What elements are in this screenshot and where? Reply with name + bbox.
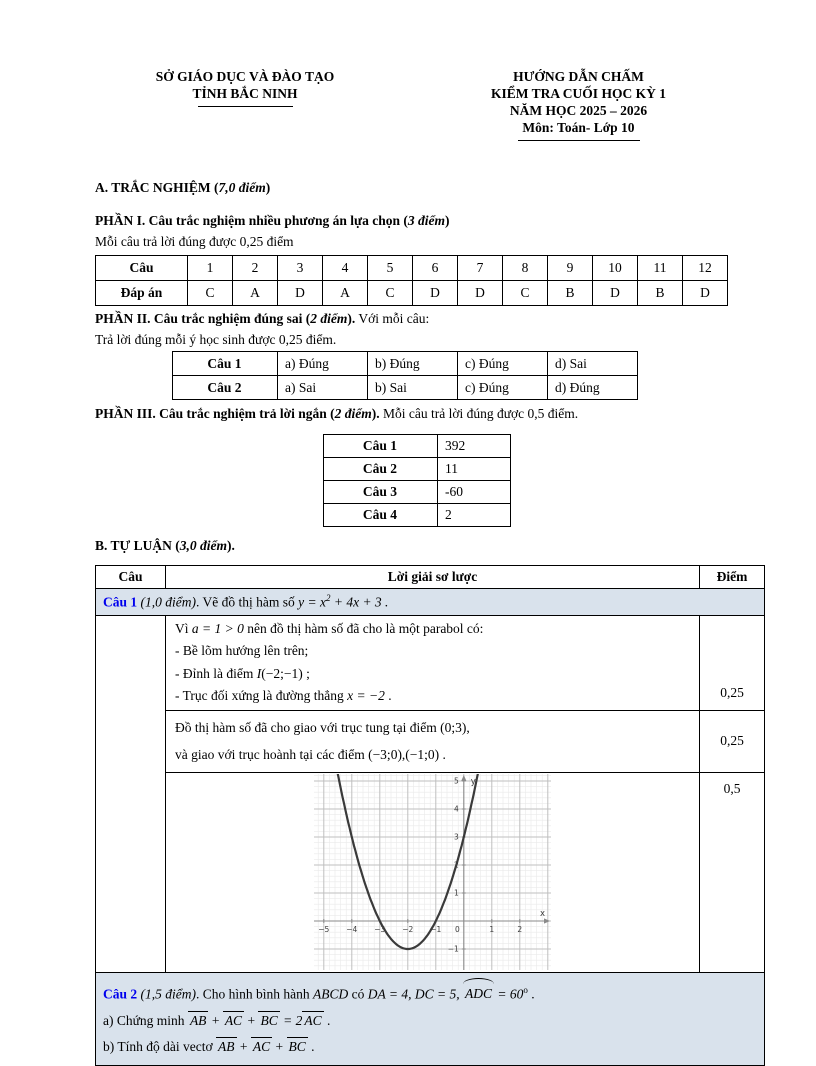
answer-cell: D [458,281,503,306]
document-header [95,68,762,141]
question-1-label: Câu 1 [103,594,138,610]
tf-answer-cell: a) Đúng [278,352,368,376]
question-number-cell: 3 [278,256,323,281]
vector-ab: AB [218,1039,235,1055]
row-header-cell: Câu 1 [173,352,278,376]
question-number-cell: 9 [548,256,593,281]
question-number-cell: 8 [503,256,548,281]
part1-title: PHẦN I. Câu trắc nghiệm nhiều phương án lựa chọn (3 điểm) [95,213,450,228]
essay-solution-table [95,565,765,1066]
vector-ac: AC [252,1039,271,1055]
table-row [173,352,638,376]
column-header-diem: Điểm [700,566,765,589]
table-row [324,458,511,481]
vector-ac: AC [304,1012,322,1028]
score-cell: 0,5 [700,772,765,972]
multiple-choice-answer-table [95,255,728,306]
table-row [173,376,638,400]
svg-text:0: 0 [455,925,460,935]
question-1-row [96,589,765,616]
question-number-cell: 12 [683,256,728,281]
tf-answer-cell: a) Sai [278,376,368,400]
table-row [324,504,511,527]
graph-row [96,772,765,972]
part1-note: Mỗi câu trả lời đúng được 0,25 điểm [95,234,294,249]
row-header-cell: Câu 4 [324,504,438,527]
svg-text:1: 1 [454,888,459,898]
svg-text:−5: −5 [318,925,330,935]
parabola-graph [166,774,699,970]
answer-cell: A [323,281,368,306]
doc-title-line-4: Môn: Toán- Lớp 10 [522,120,635,135]
question-number-cell: 4 [323,256,368,281]
svg-text:−3: −3 [374,925,386,935]
tf-answer-cell: d) Sai [548,352,638,376]
question-column-spacer [96,616,166,973]
solution-step-2: Đồ thị hàm số đã cho giao với trục tung tại điểm (0;3), và giao với trục hoành tại các điểm (−3;0),(−1;0) . [166,710,700,772]
column-header-loigiai: Lời giải sơ lược [166,566,700,589]
section-a-title: A. TRẮC NGHIỆM (7,0 điểm) [95,180,271,195]
answer-cell: C [188,281,233,306]
parabola-graph-cell [166,772,700,972]
row-header-cell: Câu 3 [324,481,438,504]
svg-text:5: 5 [454,776,459,786]
angle-adc: ADC [463,981,494,1008]
svg-text:−4: −4 [346,925,358,935]
table-row [324,481,511,504]
question-number-cell: 5 [368,256,413,281]
question-number-cell: 2 [233,256,278,281]
table-row [324,435,511,458]
short-answer-cell: 392 [438,435,511,458]
solution-row-2 [96,710,765,772]
question-number-cell: 1 [188,256,233,281]
answer-cell: A [233,281,278,306]
svg-text:4: 4 [454,804,459,814]
question-1-statement: Câu 1 (1,0 điểm). Vẽ đồ thị hàm số $y = x^2 + 4x + 3$ . [96,589,765,616]
tf-answer-cell: c) Đúng [458,352,548,376]
table-row [96,256,728,281]
tf-answer-cell: b) Đúng [368,352,458,376]
answer-cell: D [278,281,323,306]
short-answer-cell: 11 [438,458,511,481]
row-header-cell: Câu 1 [324,435,438,458]
issuer-line-1: SỞ GIÁO DỤC VÀ ĐÀO TẠO [155,69,335,84]
question-number-cell: 10 [593,256,638,281]
doc-title-line-1: HƯỚNG DẪN CHẤM [513,69,644,84]
vector-ab: AB [189,1012,207,1028]
question-number-cell: 11 [638,256,683,281]
vector-ac: AC [224,1012,243,1028]
question-2-row [96,972,765,1065]
table-row [96,281,728,306]
score-cell: 0,25 [700,616,765,711]
tf-answer-cell: b) Sai [368,376,458,400]
answer-cell: D [413,281,458,306]
table-header-row [96,566,765,589]
answer-cell: B [548,281,593,306]
issuer-line-2: TỈNH BẮC NINH [192,86,298,101]
question-number-cell: 7 [458,256,503,281]
row-header-cell: Câu 2 [324,458,438,481]
svg-text:3: 3 [454,832,459,842]
svg-text:−1: −1 [430,925,442,935]
part2-note: Trả lời đúng mỗi ý học sinh được 0,25 điểm. [95,332,337,347]
title-underline [518,139,640,141]
svg-text:y: y [470,777,476,788]
answer-cell: D [683,281,728,306]
svg-text:1: 1 [489,925,495,935]
svg-text:−1: −1 [447,944,459,954]
true-false-answer-table [172,351,638,400]
short-answer-table [323,434,511,527]
doc-title-line-3: NĂM HỌC 2025 – 2026 [509,103,648,118]
svg-text:2: 2 [454,860,459,870]
tf-answer-cell: d) Đúng [548,376,638,400]
svg-text:−2: −2 [402,925,414,935]
solution-step-1: Vì a = 1 > 0 nên đồ thị hàm số đã cho là một parabol có: - Bề lõm hướng lên trên; - Đỉnh là điểm I(−2;−1) ; - Trục đối xứng là đường thẳng x = −2 . [166,616,700,711]
row-header-cell: Câu 2 [173,376,278,400]
score-cell: 0,25 [700,710,765,772]
issuer-underline [198,105,293,107]
short-answer-cell: 2 [438,504,511,527]
vector-bc: BC [260,1012,278,1028]
row-header-cell: Đáp án [96,281,188,306]
answer-cell: C [368,281,413,306]
issuer-block [95,68,395,141]
doc-title-line-2: KIỂM TRA CUỐI HỌC KỲ 1 [491,86,666,101]
answer-cell: C [503,281,548,306]
solution-row-1 [96,616,765,711]
tf-answer-cell: c) Đúng [458,376,548,400]
row-header-cell: Câu [96,256,188,281]
short-answer-cell: -60 [438,481,511,504]
svg-text:2: 2 [517,925,523,935]
question-number-cell: 6 [413,256,458,281]
svg-text:x: x [539,909,545,920]
answer-cell: B [638,281,683,306]
section-b-title: B. TỰ LUẬN (3,0 điểm). [95,538,235,553]
question-2-statement: Câu 2 (1,5 điểm). Cho hình bình hành ABCD có DA = 4, DC = 5, ADC = $60^o$ . a) Chứng minh AB + AC + BC = 2 AC . b) Tính độ dài vectơ AB + AC + BC . [96,972,765,1065]
title-block [395,68,762,141]
answer-cell: D [593,281,638,306]
part2-title: PHẦN II. Câu trắc nghiệm đúng sai (2 điểm). Với mỗi câu: [95,311,430,326]
question-2-label: Câu 2 [103,986,138,1002]
vector-bc: BC [288,1039,306,1055]
column-header-cau: Câu [96,566,166,589]
part3-title: PHẦN III. Câu trắc nghiệm trả lời ngắn (2 điểm). Mỗi câu trả lời đúng được 0,5 điểm. [95,406,579,421]
